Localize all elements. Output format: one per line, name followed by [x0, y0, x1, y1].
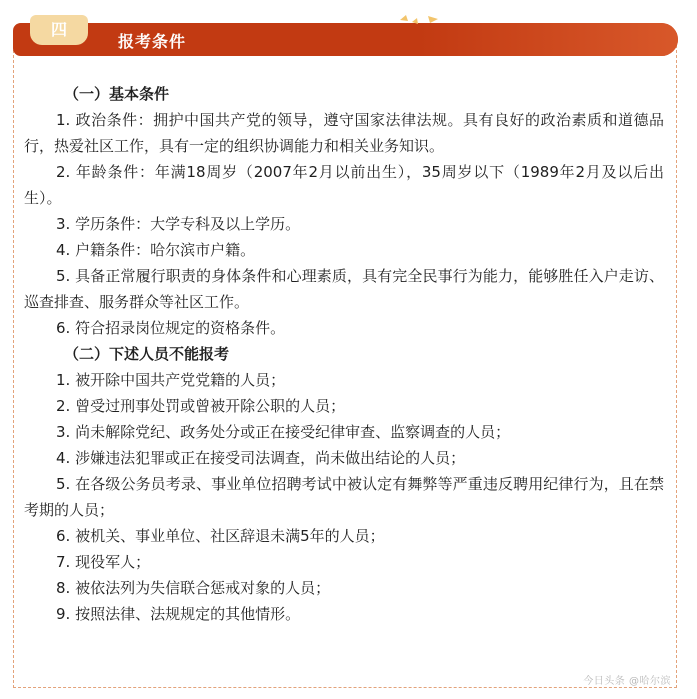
list-item: 5. 具备正常履行职责的身体条件和心理素质，具有完全民事行为能力，能够胜任入户走访、巡查排查、服务群众等社区工作。 — [24, 267, 664, 311]
list-item: 7. 现役军人； — [56, 553, 151, 571]
section-header-bar — [13, 23, 678, 56]
list-item: 2. 曾受过刑事处罚或曾被开除公职的人员； — [56, 397, 346, 415]
list-item: 6. 被机关、事业单位、社区辞退未满5年的人员； — [56, 527, 385, 545]
list-item: 8. 被依法列为失信联合惩戒对象的人员； — [56, 579, 331, 597]
list-item: 5. 在各级公务员考录、事业单位招聘考试中被认定有舞弊等严重违反聘用纪律行为，且在禁考期的人员； — [24, 475, 664, 519]
list-item: 4. 户籍条件：哈尔滨市户籍。 — [56, 241, 256, 259]
section-heading-basic: （一）基本条件 — [64, 85, 170, 103]
document-body — [24, 81, 664, 627]
list-item: 4. 涉嫌违法犯罪或正在接受司法调查，尚未做出结论的人员； — [56, 449, 466, 467]
list-item: 1. 政治条件：拥护中国共产党的领导，遵守国家法律法规。具有良好的政治素质和道德品行，热爱社区工作，具有一定的组织协调能力和相关业务知识。 — [24, 111, 664, 155]
list-item: 1. 被开除中国共产党党籍的人员； — [56, 371, 286, 389]
decoration-icon — [398, 12, 444, 26]
list-item: 2. 年龄条件：年满18周岁（2007年2月以前出生），35周岁以下（1989年2月及以后出生）。 — [24, 163, 664, 207]
section-number-tab: 四 — [30, 15, 88, 45]
list-item: 3. 尚未解除党纪、政务处分或正在接受纪律审查、监察调查的人员； — [56, 423, 511, 441]
list-item: 6. 符合招录岗位规定的资格条件。 — [56, 319, 286, 337]
list-item: 9. 按照法律、法规规定的其他情形。 — [56, 605, 301, 623]
watermark: 今日头条 @哈尔滨 — [583, 676, 671, 687]
section-heading-restrictions: （二）下述人员不能报考 — [64, 345, 230, 363]
section-title: 报考条件 — [118, 32, 187, 51]
list-item: 3. 学历条件：大学专科及以上学历。 — [56, 215, 301, 233]
